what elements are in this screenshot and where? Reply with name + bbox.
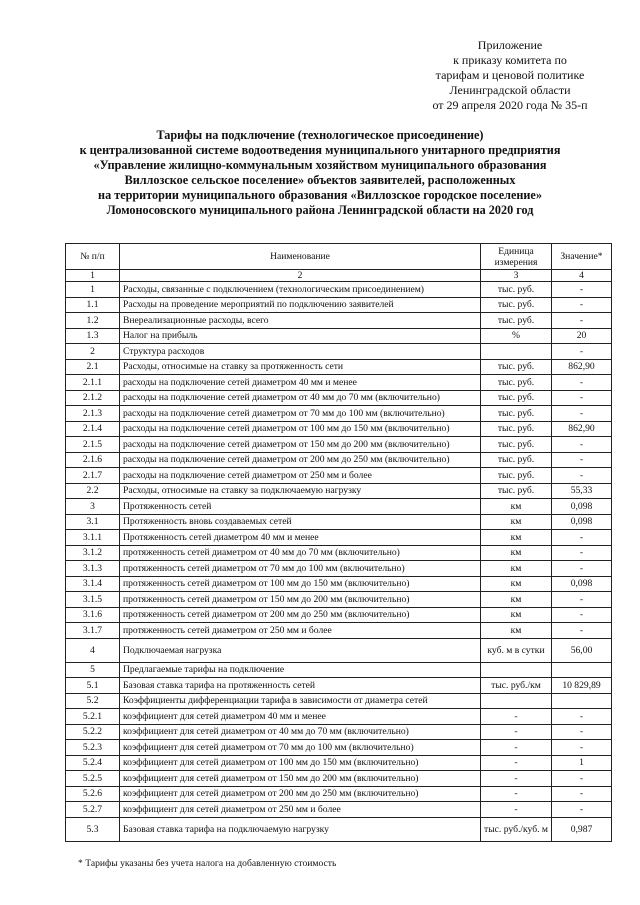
table-row xyxy=(66,693,612,709)
row-unit: тыс. руб. xyxy=(481,282,552,298)
row-name: Налог на прибыль xyxy=(120,328,481,344)
column-number: 1 xyxy=(66,270,120,282)
appendix-line: к приказу комитета по xyxy=(453,53,567,67)
row-value: 56,00 xyxy=(552,638,612,662)
row-unit: тыс. руб. xyxy=(481,406,552,422)
row-value: - xyxy=(552,709,612,725)
row-number: 5.2.3 xyxy=(66,740,120,756)
row-value: - xyxy=(552,406,612,422)
row-number: 5.2.5 xyxy=(66,771,120,787)
row-name: протяженность сетей диаметром от 70 мм до 100 мм (включительно) xyxy=(120,561,481,577)
row-unit: - xyxy=(481,709,552,725)
appendix-line: Приложение xyxy=(477,38,543,52)
row-number: 4 xyxy=(66,638,120,662)
appendix-header xyxy=(405,38,615,113)
row-name: коэффициент для сетей диаметром от 40 мм до 70 мм (включительно) xyxy=(120,724,481,740)
row-number: 3.1.7 xyxy=(66,623,120,639)
table-row xyxy=(66,755,612,771)
row-value: - xyxy=(552,297,612,313)
header-unit: Единица измерения xyxy=(481,244,552,270)
column-number: 4 xyxy=(552,270,612,282)
row-unit: км xyxy=(481,592,552,608)
row-number: 1.3 xyxy=(66,328,120,344)
title-line: Виллозское сельское поселение» объектов заявителей, расположенных xyxy=(124,173,516,187)
row-name: Структура расходов xyxy=(120,344,481,360)
title-line: Ломоносовского муниципального района Ленинградской области на 2020 год xyxy=(106,203,534,217)
row-unit xyxy=(481,693,552,709)
row-name: коэффициент для сетей диаметром от 150 мм до 200 мм (включительно) xyxy=(120,771,481,787)
row-value: - xyxy=(552,592,612,608)
row-unit: тыс. руб. xyxy=(481,437,552,453)
table-row xyxy=(66,623,612,639)
row-number: 1.2 xyxy=(66,313,120,329)
row-unit: км xyxy=(481,561,552,577)
row-unit: - xyxy=(481,724,552,740)
column-number: 3 xyxy=(481,270,552,282)
row-unit: тыс. руб. xyxy=(481,421,552,437)
table-row xyxy=(66,545,612,561)
row-name: расходы на подключение сетей диаметром от 70 мм до 100 мм (включительно) xyxy=(120,406,481,422)
row-name: Расходы, связанные с подключением (технологическим присоединением) xyxy=(120,282,481,298)
row-name: коэффициент для сетей диаметром 40 мм и менее xyxy=(120,709,481,725)
table-row xyxy=(66,375,612,391)
row-number: 3.1.3 xyxy=(66,561,120,577)
row-name: расходы на подключение сетей диаметром от 150 мм до 200 мм (включительно) xyxy=(120,437,481,453)
row-unit: - xyxy=(481,755,552,771)
row-number: 1 xyxy=(66,282,120,298)
title-line: к централизованной системе водоотведения муниципального унитарного предприятия xyxy=(79,143,561,157)
row-number: 2.1.2 xyxy=(66,390,120,406)
table-row xyxy=(66,483,612,499)
row-value: - xyxy=(552,607,612,623)
row-value: 862,90 xyxy=(552,359,612,375)
header-name: Наименование xyxy=(120,244,481,270)
table-row xyxy=(66,297,612,313)
row-name: протяженность сетей диаметром от 40 мм до 70 мм (включительно) xyxy=(120,545,481,561)
table-row xyxy=(66,390,612,406)
table-row xyxy=(66,740,612,756)
row-unit: км xyxy=(481,530,552,546)
row-value xyxy=(552,693,612,709)
row-number: 5.3 xyxy=(66,817,120,841)
row-name: расходы на подключение сетей диаметром от 250 мм и более xyxy=(120,468,481,484)
row-value: - xyxy=(552,282,612,298)
table-row xyxy=(66,592,612,608)
row-value: - xyxy=(552,468,612,484)
row-unit: - xyxy=(481,802,552,818)
table-row xyxy=(66,437,612,453)
row-value: 1 xyxy=(552,755,612,771)
row-unit: % xyxy=(481,328,552,344)
row-value: - xyxy=(552,437,612,453)
row-name: протяженность сетей диаметром от 150 мм до 200 мм (включительно) xyxy=(120,592,481,608)
row-number: 5.2.7 xyxy=(66,802,120,818)
row-unit: км xyxy=(481,545,552,561)
title-line: «Управление жилищно-коммунальным хозяйством муниципального образования xyxy=(93,158,547,172)
row-value: - xyxy=(552,530,612,546)
row-number: 5.2.6 xyxy=(66,786,120,802)
row-unit: км xyxy=(481,607,552,623)
row-value: - xyxy=(552,313,612,329)
table-row xyxy=(66,576,612,592)
row-unit: тыс. руб. xyxy=(481,390,552,406)
row-name: протяженность сетей диаметром от 100 мм до 150 мм (включительно) xyxy=(120,576,481,592)
row-unit: тыс. руб. xyxy=(481,468,552,484)
row-number: 3.1.1 xyxy=(66,530,120,546)
row-value: - xyxy=(552,344,612,360)
row-value: - xyxy=(552,561,612,577)
row-unit: тыс. руб. xyxy=(481,313,552,329)
row-number: 5.2.1 xyxy=(66,709,120,725)
row-value: - xyxy=(552,390,612,406)
row-unit: тыс. руб. xyxy=(481,452,552,468)
row-number: 3.1.2 xyxy=(66,545,120,561)
document-title xyxy=(60,128,580,218)
row-name: расходы на подключение сетей диаметром от 100 мм до 150 мм (включительно) xyxy=(120,421,481,437)
row-value: - xyxy=(552,771,612,787)
row-name: Расходы на проведение мероприятий по подключению заявителей xyxy=(120,297,481,313)
row-name: Базовая ставка тарифа на протяженность сетей xyxy=(120,678,481,694)
appendix-line: тарифам и ценовой политике xyxy=(435,68,585,82)
appendix-line: Ленинградской области xyxy=(449,83,571,97)
table-row xyxy=(66,561,612,577)
row-unit: - xyxy=(481,786,552,802)
title-line: на территории муниципального образования «Виллозское городское поселение» xyxy=(98,188,542,202)
table-row xyxy=(66,452,612,468)
row-number: 2.1 xyxy=(66,359,120,375)
table-row xyxy=(66,786,612,802)
row-number: 2.1.1 xyxy=(66,375,120,391)
table-row xyxy=(66,638,612,662)
row-number: 2 xyxy=(66,344,120,360)
row-name: расходы на подключение сетей диаметром от 40 мм до 70 мм (включительно) xyxy=(120,390,481,406)
column-number-row xyxy=(66,270,612,282)
table-row xyxy=(66,328,612,344)
row-number: 5.1 xyxy=(66,678,120,694)
row-value: 55,33 xyxy=(552,483,612,499)
row-unit: км xyxy=(481,499,552,515)
row-value: 0,987 xyxy=(552,817,612,841)
row-number: 2.2 xyxy=(66,483,120,499)
row-name: Предлагаемые тарифы на подключение xyxy=(120,662,481,678)
table-row xyxy=(66,662,612,678)
row-name: расходы на подключение сетей диаметром 40 мм и менее xyxy=(120,375,481,391)
row-name: коэффициент для сетей диаметром от 200 мм до 250 мм (включительно) xyxy=(120,786,481,802)
row-number: 3.1.6 xyxy=(66,607,120,623)
header-num: № п/п xyxy=(66,244,120,270)
row-number: 2.1.7 xyxy=(66,468,120,484)
row-number: 1.1 xyxy=(66,297,120,313)
table-body xyxy=(66,282,612,842)
row-unit: тыс. руб. xyxy=(481,483,552,499)
row-value: - xyxy=(552,623,612,639)
row-name: коэффициент для сетей диаметром от 100 мм до 150 мм (включительно) xyxy=(120,755,481,771)
row-value: - xyxy=(552,375,612,391)
row-unit: - xyxy=(481,771,552,787)
table-row xyxy=(66,724,612,740)
row-name: протяженность сетей диаметром от 200 мм до 250 мм (включительно) xyxy=(120,607,481,623)
table-row xyxy=(66,530,612,546)
row-number: 5.2 xyxy=(66,693,120,709)
row-value: 0,098 xyxy=(552,514,612,530)
row-value: - xyxy=(552,545,612,561)
row-unit xyxy=(481,662,552,678)
row-name: Протяженность вновь создаваемых сетей xyxy=(120,514,481,530)
row-unit: км xyxy=(481,576,552,592)
table-row xyxy=(66,313,612,329)
footnote: * Тарифы указаны без учета налога на добавленную стоимость xyxy=(78,858,337,869)
table-row xyxy=(66,802,612,818)
table-row xyxy=(66,282,612,298)
row-number: 2.1.3 xyxy=(66,406,120,422)
row-number: 3.1 xyxy=(66,514,120,530)
row-unit: км xyxy=(481,514,552,530)
row-number: 3.1.5 xyxy=(66,592,120,608)
table-row xyxy=(66,344,612,360)
row-name: Расходы, относимые на ставку за протяженность сети xyxy=(120,359,481,375)
row-value: - xyxy=(552,802,612,818)
row-number: 2.1.4 xyxy=(66,421,120,437)
table-row xyxy=(66,468,612,484)
row-value: - xyxy=(552,740,612,756)
row-unit: км xyxy=(481,623,552,639)
row-value: - xyxy=(552,786,612,802)
row-name: Расходы, относимые на ставку за подключаемую нагрузку xyxy=(120,483,481,499)
row-unit: тыс. руб. xyxy=(481,297,552,313)
row-value: 862,90 xyxy=(552,421,612,437)
table-row xyxy=(66,359,612,375)
table-row xyxy=(66,709,612,725)
row-number: 2.1.6 xyxy=(66,452,120,468)
row-unit: тыс. руб./км xyxy=(481,678,552,694)
row-name: Протяженность сетей xyxy=(120,499,481,515)
row-number: 5.2.2 xyxy=(66,724,120,740)
row-name: Подключаемая нагрузка xyxy=(120,638,481,662)
table-row xyxy=(66,406,612,422)
row-name: Внереализационные расходы, всего xyxy=(120,313,481,329)
table-row xyxy=(66,817,612,841)
tariff-table xyxy=(65,243,612,842)
row-unit: тыс. руб. xyxy=(481,375,552,391)
row-name: Протяженность сетей диаметром 40 мм и менее xyxy=(120,530,481,546)
row-unit xyxy=(481,344,552,360)
appendix-line: от 29 апреля 2020 года № 35-п xyxy=(432,98,588,112)
row-value: 0,098 xyxy=(552,576,612,592)
row-value xyxy=(552,662,612,678)
row-unit: - xyxy=(481,740,552,756)
title-line: Тарифы на подключение (технологическое присоединение) xyxy=(156,128,484,142)
row-value: - xyxy=(552,452,612,468)
row-number: 5.2.4 xyxy=(66,755,120,771)
row-value: 20 xyxy=(552,328,612,344)
table-row xyxy=(66,421,612,437)
table-row xyxy=(66,678,612,694)
row-unit: тыс. руб. xyxy=(481,359,552,375)
row-number: 3 xyxy=(66,499,120,515)
row-value: 10 829,89 xyxy=(552,678,612,694)
table-row xyxy=(66,607,612,623)
table-row xyxy=(66,514,612,530)
row-unit: тыс. руб./куб. м xyxy=(481,817,552,841)
row-number: 3.1.4 xyxy=(66,576,120,592)
row-number: 5 xyxy=(66,662,120,678)
row-name: протяженность сетей диаметром от 250 мм и более xyxy=(120,623,481,639)
row-unit: куб. м в сутки xyxy=(481,638,552,662)
header-value: Значение* xyxy=(552,244,612,270)
row-value: 0,098 xyxy=(552,499,612,515)
row-name: коэффициент для сетей диаметром от 70 мм до 100 мм (включительно) xyxy=(120,740,481,756)
column-number: 2 xyxy=(120,270,481,282)
row-name: коэффициент для сетей диаметром от 250 мм и более xyxy=(120,802,481,818)
row-name: Коэффициенты дифференциации тарифа в зависимости от диаметра сетей xyxy=(120,693,481,709)
table-row xyxy=(66,499,612,515)
row-number: 2.1.5 xyxy=(66,437,120,453)
row-name: Базовая ставка тарифа на подключаемую нагрузку xyxy=(120,817,481,841)
row-name: расходы на подключение сетей диаметром от 200 мм до 250 мм (включительно) xyxy=(120,452,481,468)
table-header-row xyxy=(66,244,612,270)
table-row xyxy=(66,771,612,787)
row-value: - xyxy=(552,724,612,740)
